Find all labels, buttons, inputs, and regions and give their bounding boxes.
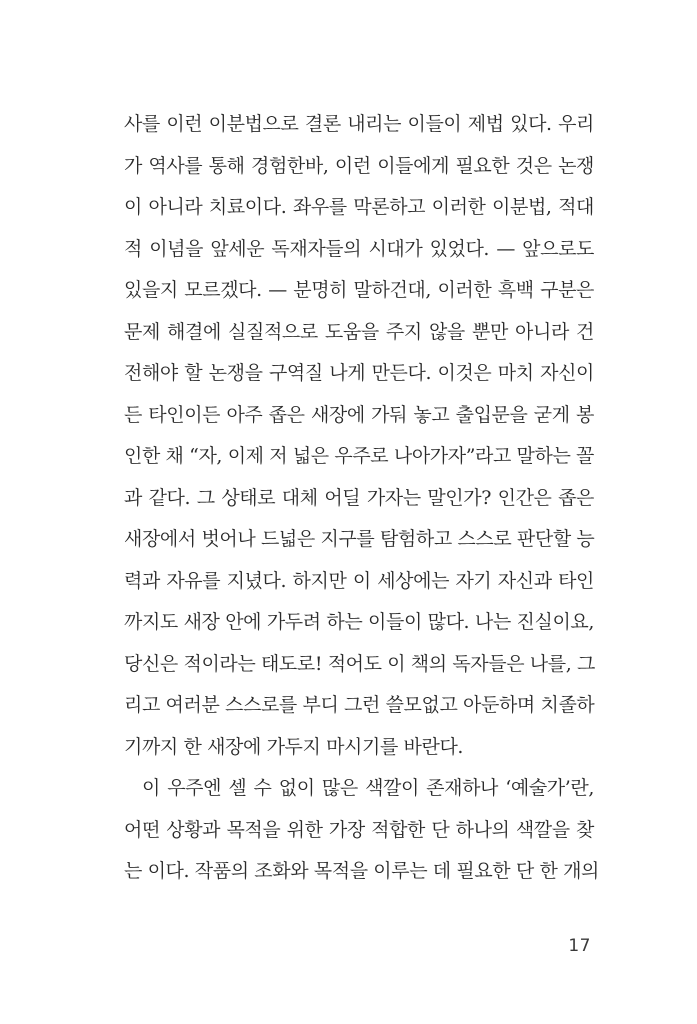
text-line: 까지도 새장 안에 가두려 하는 이들이 많다. 나는 진실이요, xyxy=(124,611,594,633)
text-line: 적 이념을 앞세운 독재자들의 시대가 있었다. — 앞으로도 xyxy=(124,237,594,260)
text-line: 사를 이런 이분법으로 결론 내리는 이들이 제법 있다. 우리 xyxy=(124,113,594,135)
text-line: 리고 여러분 스스로를 부디 그런 쓸모없고 아둔하며 치졸하 xyxy=(124,694,595,716)
text-line: 기까지 한 새장에 가두지 마시기를 바란다. xyxy=(124,735,464,758)
text-line: 는 이다. 작품의 조화와 목적을 이루는 데 필요한 단 한 개의 xyxy=(124,860,599,882)
text-line: 이 아니라 치료이다. 좌우를 막론하고 이러한 이분법, 적대 xyxy=(124,196,594,218)
text-line: 있을지 모르겠다. — 분명히 말하건대, 이러한 흑백 구분은 xyxy=(124,279,594,301)
text-line: 어떤 상황과 목적을 위한 가장 적합한 단 하나의 색깔을 찾 xyxy=(124,818,594,841)
text-line: 인한 채 “자, 이제 저 넓은 우주로 나아가자”라고 말하는 꼴 xyxy=(124,445,595,467)
paragraph-1 xyxy=(124,104,594,768)
text-line: 든 타인이든 아주 좁은 새장에 가둬 놓고 출입문을 굳게 봉 xyxy=(124,403,594,426)
text-line: 가 역사를 통해 경험한바, 이런 이들에게 필요한 것은 논쟁 xyxy=(124,154,594,177)
text-line: 과 같다. 그 상태로 대체 어딜 가자는 말인가? 인간은 좁은 xyxy=(124,486,594,509)
page-number: 17 xyxy=(568,936,591,956)
text-line: 새장에서 벗어나 드넓은 지구를 탐험하고 스스로 판단할 능 xyxy=(124,528,595,550)
text-line: 이 우주엔 셀 수 없이 많은 색깔이 존재하나 ‘예술가’란, xyxy=(142,777,594,799)
text-line: 문제 해결에 실질적으로 도움을 주지 않을 뿐만 아니라 건 xyxy=(124,320,594,343)
text-line: 당신은 적이라는 태도로! 적어도 이 책의 독자들은 나를, 그 xyxy=(124,652,595,675)
text-line: 전해야 할 논쟁을 구역질 나게 만든다. 이것은 마치 자신이 xyxy=(124,362,594,384)
paragraph-2 xyxy=(124,768,599,893)
text-line: 력과 자유를 지녔다. 하지만 이 세상에는 자기 자신과 타인 xyxy=(124,569,594,592)
